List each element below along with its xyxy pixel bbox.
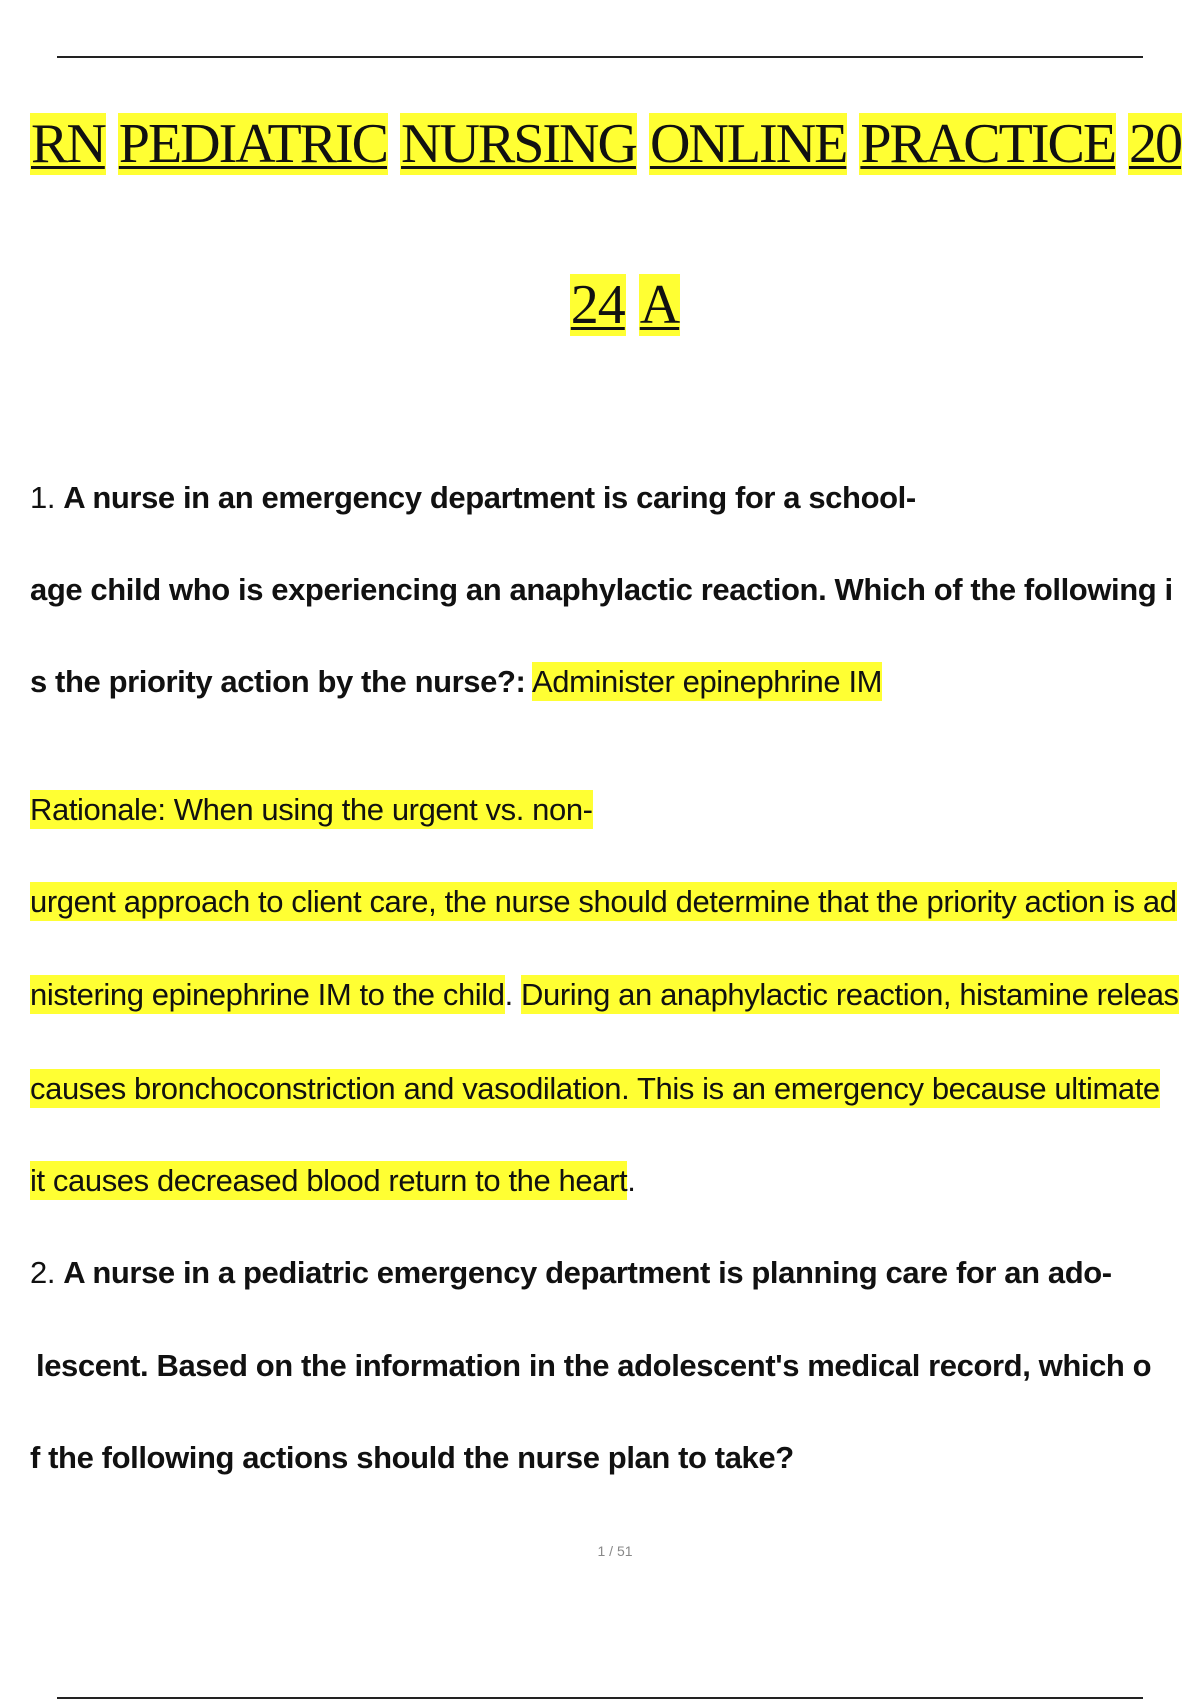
q2-text-line1: A nurse in a pediatric emergency department is planning care for an ado- — [63, 1255, 1112, 1290]
q1-rationale-line1: Rationale: When using the urgent vs. non- — [30, 792, 593, 827]
q1-rationale-line2: urgent approach to client care, the nurse should determine that the priority action is ad — [30, 884, 1177, 919]
title-word-year-start: 20 — [1129, 113, 1182, 175]
q2-number: 2. — [30, 1255, 56, 1290]
title-word-rn: RN — [31, 113, 105, 175]
q1-rationale-line4: causes bronchoconstriction and vasodilation. This is an emergency because ultimate — [30, 1071, 1160, 1106]
page-indicator: 1 / 51 — [597, 1543, 633, 1559]
title-word-pediatric: PEDIATRIC — [118, 113, 388, 175]
q1-rationale-line5-text: it causes decreased blood return to the heart — [30, 1163, 628, 1198]
q1-rationale-line3 — [30, 975, 1179, 1015]
title-word-nursing: NURSING — [401, 113, 636, 175]
document-title-line1 — [30, 112, 1182, 176]
top-rule — [57, 56, 1143, 58]
q1-number: 1. — [30, 480, 56, 515]
q2-line1 — [30, 1253, 1112, 1293]
q2-text-line2: lescent. Based on the information in the adolescent's medical record, which o — [36, 1348, 1152, 1383]
title-word-online: ONLINE — [649, 113, 847, 175]
title-word-practice: PRACTICE — [860, 113, 1116, 175]
q1-rationale-line3-separator: . — [504, 977, 513, 1012]
q1-rationale-line3b: During an anaphylactic reaction, histamine releas — [521, 977, 1179, 1012]
q1-rationale-line4-wrap — [30, 1069, 1160, 1109]
q1-rationale-line5-end: . — [627, 1163, 636, 1198]
q1-rationale-line1-wrap — [30, 790, 593, 830]
q1-rationale-line2-wrap — [30, 882, 1177, 922]
title-word-a: A — [639, 274, 680, 336]
bottom-rule — [57, 1697, 1143, 1699]
q1-text-line1: A nurse in an emergency department is caring for a school- — [63, 480, 916, 515]
title-word-year-end: 24 — [570, 274, 625, 336]
q1-text-line3: s the priority action by the nurse?: — [30, 664, 526, 699]
q1-answer: Administer epinephrine IM — [531, 664, 883, 699]
q1-rationale-line5 — [30, 1161, 635, 1201]
q1-line3 — [30, 662, 882, 702]
q1-text-line2: age child who is experiencing an anaphylactic reaction. Which of the following i — [30, 572, 1173, 607]
q1-line1 — [30, 478, 916, 518]
document-title-line2 — [0, 273, 1200, 337]
q2-text-line3: f the following actions should the nurse plan to take? — [30, 1440, 794, 1475]
q1-rationale-line3a: nistering epinephrine IM to the child — [30, 977, 505, 1012]
